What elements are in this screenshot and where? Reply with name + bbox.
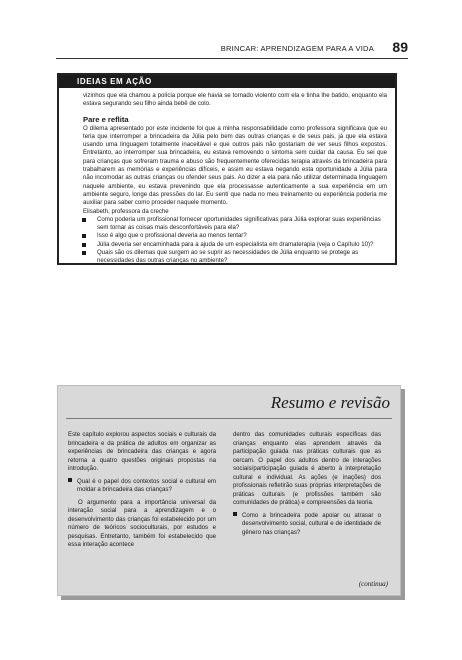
question-item: Quais são os dilemas que surgem ao se suprir as necessidades de Júlia enquanto se protege as necessidades das outras crianças no ambiente? xyxy=(83,249,387,266)
bullet-square-icon xyxy=(68,478,72,482)
bullet-square-icon xyxy=(82,234,86,238)
summary-divider xyxy=(66,418,392,419)
summary-left-column xyxy=(68,431,216,554)
reflection-questions xyxy=(83,216,387,266)
summary-review-box xyxy=(57,385,401,596)
bullet-square-icon xyxy=(82,218,86,222)
ideas-intro-paragraph: vizinhos que ela chamou a polícia porque ele havia se tornado violento com ela e tinha lhe batido, enquanto ela estava segurando seu filho ainda bebê de colo. xyxy=(83,92,387,108)
question-item: Júlia deveria ser encaminhada para a ajuda de um especialista em dramaterapia (veja o Capítulo 10)? xyxy=(83,241,387,249)
summary-intro-paragraph: Este capítulo explorou aspectos sociais e culturais da brincadeira e da prática de adultos em organizar as experiências de brincadeira das crianças e agora retorna a quatro questões originais propostas na introdução. xyxy=(68,431,216,472)
running-title: BRINCAR: APRENDIZAGEM PARA A VIDA xyxy=(220,44,374,53)
summary-paragraph: dentro das comunidades culturais específicas das crianças enquanto elas aprendem através da participação guiada nas práticas culturais que as cercam. O papel dos adultos dentro de interações sociais/participação guiada é aberto à interpretação cultural e individual. As ações (e inações) dos profissionais refletirão suas próprias interpretações de práticas culturais (e profissões também são comunidades de prática) e compreensões da teoria. xyxy=(233,431,381,506)
summary-question: Qual é o papel dos contextos social e cultural em moldar a brincadeira das crianças? xyxy=(68,478,216,495)
bullet-square-icon xyxy=(82,243,86,247)
question-item: Isso é algo que o profissional deveria ao menos tentar? xyxy=(83,232,387,240)
bullet-square-icon xyxy=(233,512,237,516)
summary-paragraph: O argumento para a importância universal da interação social para a aprendizagem e o desenvolvimento das crianças foi estabelecido por um número de teóricos socioculturais, por estudos e pesquisas. Entretanto, também foi estabelecido que essa interação acontece xyxy=(68,498,216,548)
signature: Elisabeth, professora da creche xyxy=(83,207,169,215)
reflect-paragraph: O dilema apresentado por este incidente foi que a minha responsabilidade como professora significava que eu teria que interromper a brincadeira da Júlia pelo bem das outras crianças e de seus pais, já que ela estava usando uma linguagem totalmente inaceitável e que outros pais não gostariam de ver seus filhos expostos. Entretanto, ao interromper sua brincadeira, eu estava removendo o sintoma sem cuidar da causa. Eu sei que para crianças que sofreram trauma e abuso são frequentemente oferecidas terapia através da brincadeira para trabalharem as memórias e experiências difíceis, e assim eu estava negando esta oportunidade a Júlia para não incomodar as outras crianças ou ofender seus pais. Ao dizer a ela para não utilizar determinada linguagem naquele ambiente, eu estava prevenindo que ela processasse autenticamente a sua experiência em um ambiente seguro, longe das pressões do lar. Eu sentí que nada no meu treinamento ou experiência poderia me auxiliar para saber como proceder naquele momento. xyxy=(83,124,387,207)
summary-title: Resumo e revisão xyxy=(270,393,390,412)
summary-right-column xyxy=(233,431,381,541)
continued-label: (continua) xyxy=(358,580,388,588)
summary-question: Como a brincadeira pode apoiar ou atrasar o desenvolvimento social, cultural e de identidade de gênero nas crianças? xyxy=(233,512,381,538)
page-number: 89 xyxy=(392,39,408,55)
bullet-square-icon xyxy=(82,251,86,255)
ideas-box-body xyxy=(83,92,387,266)
ideas-in-action-box xyxy=(57,73,397,265)
ideas-box-title: IDEIAS EM AÇÃO xyxy=(59,75,395,88)
reflect-heading: Pare e reflita xyxy=(83,114,129,124)
question-item: Como poderia um profissional fornecer oportunidades significativas para Júlia explorar suas experiências sem tornar as coisas mais desconfortáveis para ela? xyxy=(83,216,387,233)
running-header xyxy=(56,39,408,59)
